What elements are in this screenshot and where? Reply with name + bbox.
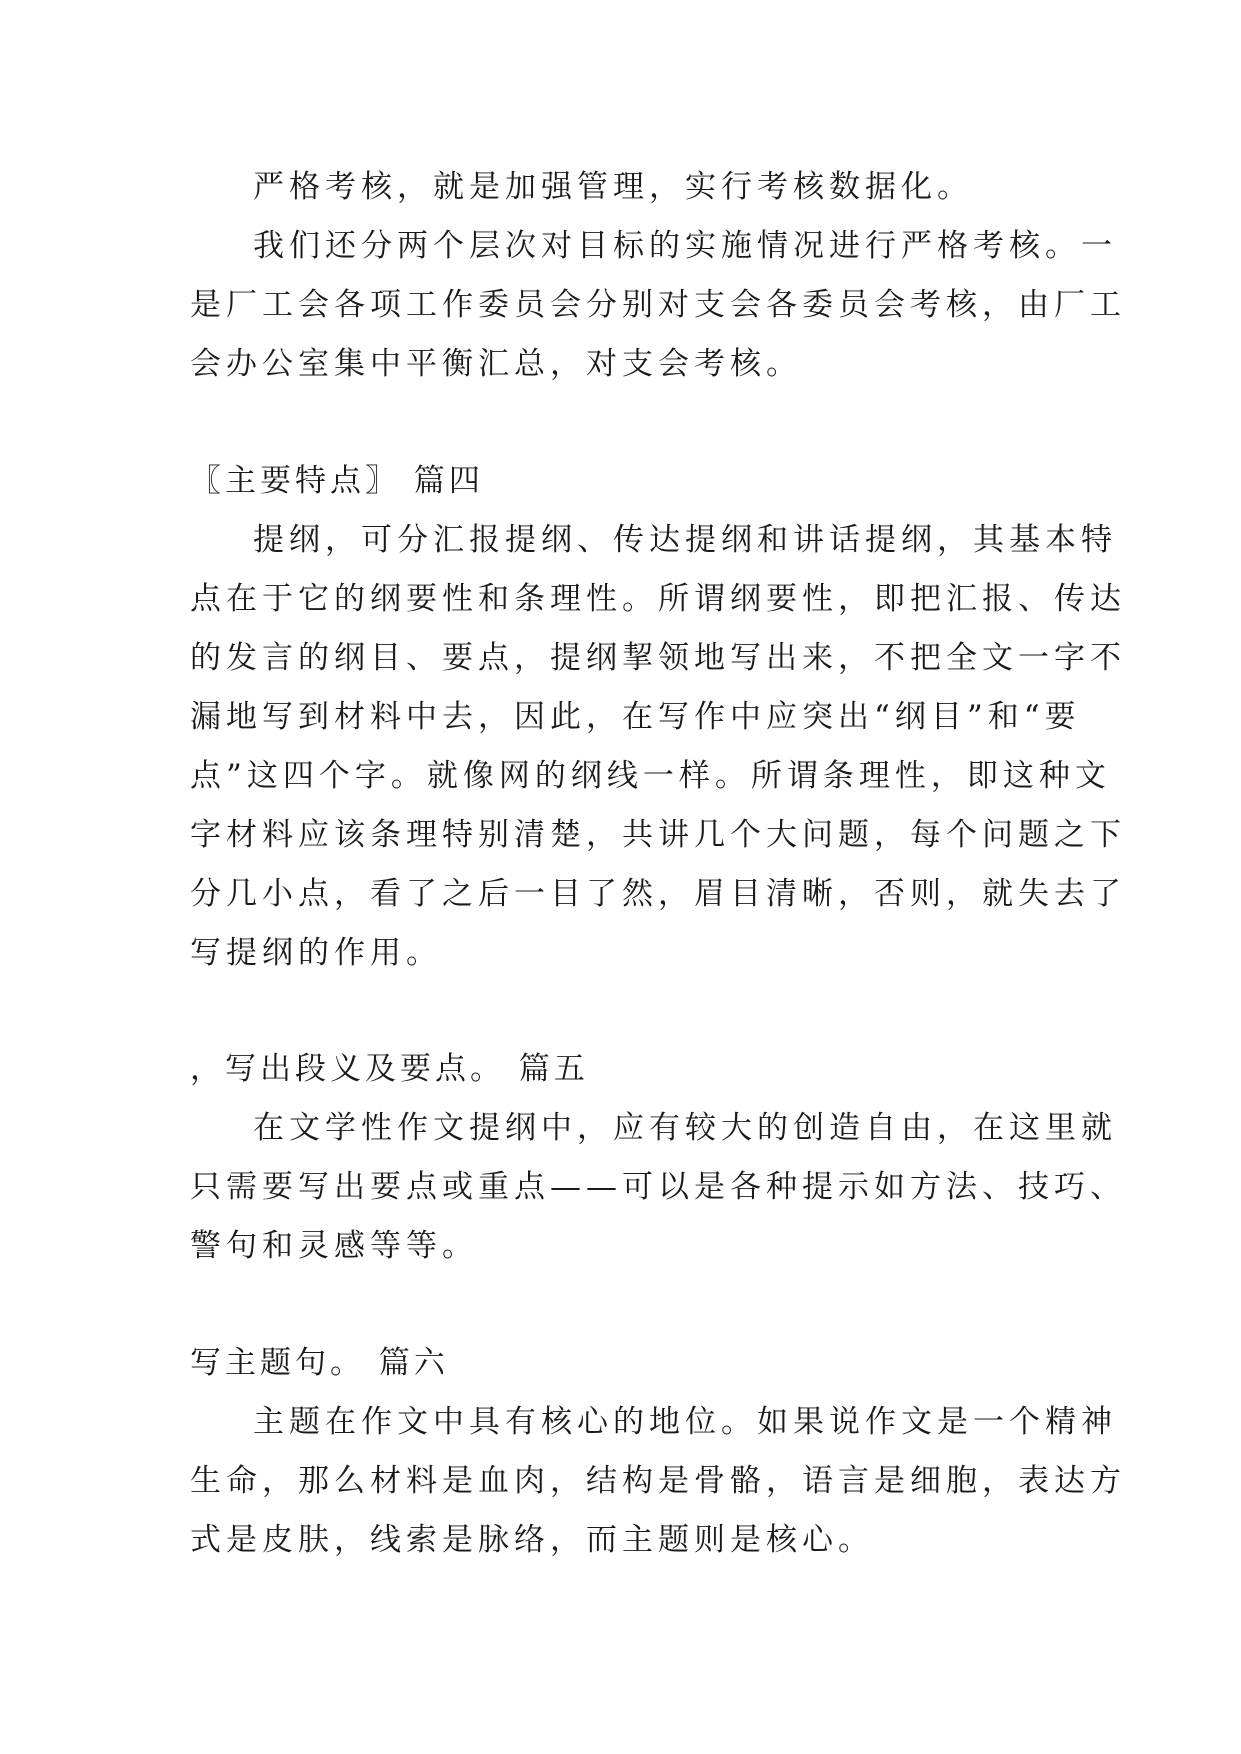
paragraph-line: 点在于它的纲要性和条理性。所谓纲要性，即把汇报、传达 bbox=[190, 581, 1126, 617]
paragraph-line: 生命，那么材料是血肉，结构是骨骼，语言是细胞，表达方 bbox=[190, 1463, 1126, 1499]
paragraph-line: 漏地写到材料中去，因此，在写作中应突出“纲目”和“要 bbox=[190, 699, 1081, 735]
paragraph-line: 主题在作文中具有核心的地位。如果说作文是一个精神 bbox=[253, 1404, 1117, 1440]
paragraph-line: 字材料应该条理特别清楚，共讲几个大问题，每个问题之下 bbox=[190, 817, 1126, 853]
paragraph-line: 式是皮肤，线索是脉络，而主题则是核心。 bbox=[190, 1522, 874, 1558]
section-heading: ，写出段义及要点。 篇五 bbox=[190, 1051, 589, 1087]
paragraph-line: 严格考核，就是加强管理，实行考核数据化。 bbox=[253, 169, 973, 205]
paragraph-line: 的发言的纲目、要点，提纲挈领地写出来，不把全文一字不 bbox=[190, 640, 1126, 676]
paragraph-line: 点”这四个字。就像网的纲线一样。所谓条理性，即这种文 bbox=[190, 758, 1111, 794]
paragraph-line: 我们还分两个层次对目标的实施情况进行严格考核。一 bbox=[253, 228, 1117, 264]
paragraph-line: 警句和灵感等等。 bbox=[190, 1228, 478, 1264]
paragraph-line: 在文学性作文提纲中，应有较大的创造自由，在这里就 bbox=[253, 1110, 1117, 1146]
section-heading: 〖主要特点〗 篇四 bbox=[190, 463, 484, 499]
paragraph-line: 写提纲的作用。 bbox=[190, 935, 442, 971]
paragraph-line: 是厂工会各项工作委员会分别对支会各委员会考核，由厂工 bbox=[190, 287, 1126, 323]
section-heading: 写主题句。 篇六 bbox=[190, 1345, 449, 1381]
paragraph-line: 分几小点，看了之后一目了然，眉目清晰，否则，就失去了 bbox=[190, 876, 1126, 912]
paragraph-line: 提纲，可分汇报提纲、传达提纲和讲话提纲，其基本特 bbox=[253, 522, 1117, 558]
paragraph-line: 会办公室集中平衡汇总，对支会考核。 bbox=[190, 346, 802, 382]
paragraph-line: 只需要写出要点或重点——可以是各种提示如方法、技巧、 bbox=[190, 1169, 1126, 1205]
